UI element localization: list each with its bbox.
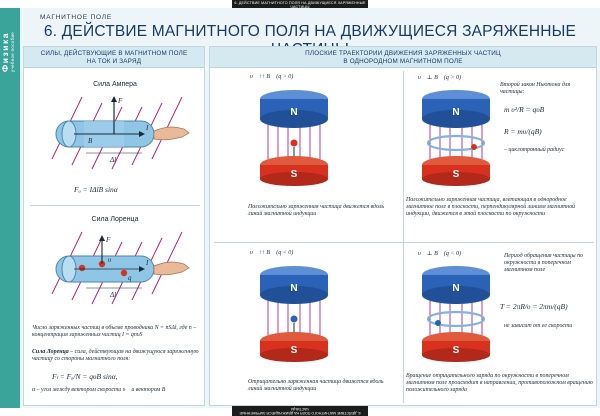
section-label: МАГНИТНОЕ ПОЛЕ xyxy=(40,14,112,21)
label-dl: Δl xyxy=(110,291,117,299)
lorentz-definition-term: Сила Лоренца xyxy=(32,349,69,355)
charge-1 xyxy=(79,265,85,271)
newton-formula-1: m υ²/R = qυB xyxy=(504,105,545,114)
positive-charge xyxy=(471,144,477,150)
hand-icon xyxy=(154,262,189,275)
left-header-line-2: НА ТОК И ЗАРЯД xyxy=(86,57,142,65)
condition-neg-perp: υ⃗ ⊥ B⃗ (q < 0) xyxy=(418,251,461,257)
lorentz-title: Сила Лоренца xyxy=(91,216,139,223)
label-dl: Δl xyxy=(110,156,117,164)
right-header-line-1: ПЛОСКИЕ ТРАЕКТОРИИ ДВИЖЕНИЯ ЗАРЯЖЕННЫХ ЧАСТИЦ xyxy=(305,50,501,57)
hand-icon xyxy=(154,127,189,140)
pole-S: S xyxy=(290,345,298,356)
text-neg-perp: Вращение отрицательного заряда по окружности в поперечном магнитном поле происходит в направлении, противоположном вращению положительного заряда xyxy=(406,373,593,394)
label-q: q xyxy=(128,274,132,282)
ampere-diagram xyxy=(24,89,206,179)
ampere-title: Сила Ампера xyxy=(93,81,137,88)
angle-note: α – угол между вектором скорости υ⃗ и вектором B⃗ xyxy=(32,387,170,393)
text-pos-parallel: Положительно заряженная частица движется вдоль линий магнитной индукции xyxy=(248,204,385,218)
positive-charge xyxy=(291,140,298,147)
ampere-formula: Fₐ = IΔlB sinα xyxy=(74,185,118,194)
bottom-spine-label: 6. ДЕЙСТВИЕ МАГНИТНОГО ПОЛЯ НА ДВИЖУЩИЕСЯ ЗАРЯЖЕННЫЕ ЧАСТИЦЫ xyxy=(232,406,368,416)
text-pos-perp: Положительно заряженная частица, влетающая в однородное магнитное поле в плоскости, перпендикулярной линиям магнитной индукции, движется в этой плоскости по окружности xyxy=(406,197,575,218)
side-text xyxy=(0,6,20,98)
right-panel-header xyxy=(210,47,596,68)
left-panel-header xyxy=(24,47,204,68)
lorentz-definition xyxy=(32,349,200,363)
magnet-pos-perp xyxy=(416,85,496,185)
pole-N: N xyxy=(452,283,460,294)
newton-note: – циклотронный радиус xyxy=(504,147,565,153)
period-text: Период обращения частицы по окружности в поперечном магнитном поле xyxy=(504,253,583,274)
side-subject: Физика xyxy=(0,32,10,72)
right-header-line-2: В ОДНОРОДНОМ МАГНИТНОМ ПОЛЕ xyxy=(343,57,463,65)
pole-N: N xyxy=(290,107,298,118)
label-F: F xyxy=(106,236,111,244)
top-spine-label: 6. ДЕЙСТВИЕ МАГНИТНОГО ПОЛЯ НА ДВИЖУЩИЕСЯ ЗАРЯЖЕННЫЕ xyxy=(232,0,368,10)
magnet-neg-parallel xyxy=(254,261,334,361)
newton-title: Второй закон Ньютона для частицы: xyxy=(500,82,571,96)
page-title: 6. ДЕЙСТВИЕ МАГНИТНОГО ПОЛЯ НА ДВИЖУЩИЕСЯ ЗАРЯЖЕННЫЕ xyxy=(43,23,577,40)
condition-pos-perp: υ⃗ ⊥ B⃗ (q > 0) xyxy=(418,75,461,81)
label-I: I xyxy=(146,259,149,267)
right-vertical-divider xyxy=(403,71,404,403)
side-subtitle: учебное пособие xyxy=(10,31,15,73)
label-B: B xyxy=(88,137,93,145)
poster-content xyxy=(20,8,600,408)
magnet-pos-parallel xyxy=(254,85,334,185)
label-F: F xyxy=(118,97,123,105)
text-neg-parallel: Отрицательно заряженная частица движется вдоль линий магнитной индукции xyxy=(248,379,384,393)
period-formula: T = 2πR/υ = 2πm/(qB) xyxy=(500,302,568,311)
condition-pos-parallel: υ⃗ ↑↑ B⃗ (q > 0) xyxy=(250,74,294,80)
magnet-neg-perp xyxy=(416,261,496,361)
condition-neg-parallel: υ⃗ ↑↑ B⃗ (q < 0) xyxy=(250,250,294,256)
label-I: I xyxy=(146,124,149,132)
lorentz-diagram xyxy=(24,224,206,314)
period-note: не зависит от ее скорости xyxy=(504,323,573,329)
pole-N: N xyxy=(452,107,460,118)
lorentz-formula: Fₗ = Fₐ/N = qυB sinα, xyxy=(52,372,118,381)
side-band xyxy=(0,8,20,408)
label-v: υ xyxy=(108,256,112,264)
newton-formula-2: R = mυ/(qB) xyxy=(504,127,542,136)
pole-S: S xyxy=(452,345,460,356)
right-panel xyxy=(209,46,597,406)
charge-3 xyxy=(121,270,127,276)
pole-S: S xyxy=(452,169,460,180)
left-panel xyxy=(23,46,205,406)
lorentz-definition-text: – сила, действующая на движущуюся заряженную частицу со стороны магнитного поля: xyxy=(32,349,199,363)
left-divider xyxy=(30,205,200,206)
negative-charge xyxy=(435,320,441,326)
pole-N: N xyxy=(290,283,298,294)
negative-charge xyxy=(291,316,298,323)
pole-S: S xyxy=(290,169,298,180)
charge-count-text: Число заряженных частиц в объеме проводника N = nSΔl, где n – концентрация заряженных частиц I = qnυS xyxy=(32,325,197,339)
left-header-line-1: СИЛЫ, ДЕЙСТВУЮЩИЕ В МАГНИТНОМ ПОЛЕ xyxy=(40,50,188,57)
right-horizontal-divider xyxy=(214,242,594,243)
